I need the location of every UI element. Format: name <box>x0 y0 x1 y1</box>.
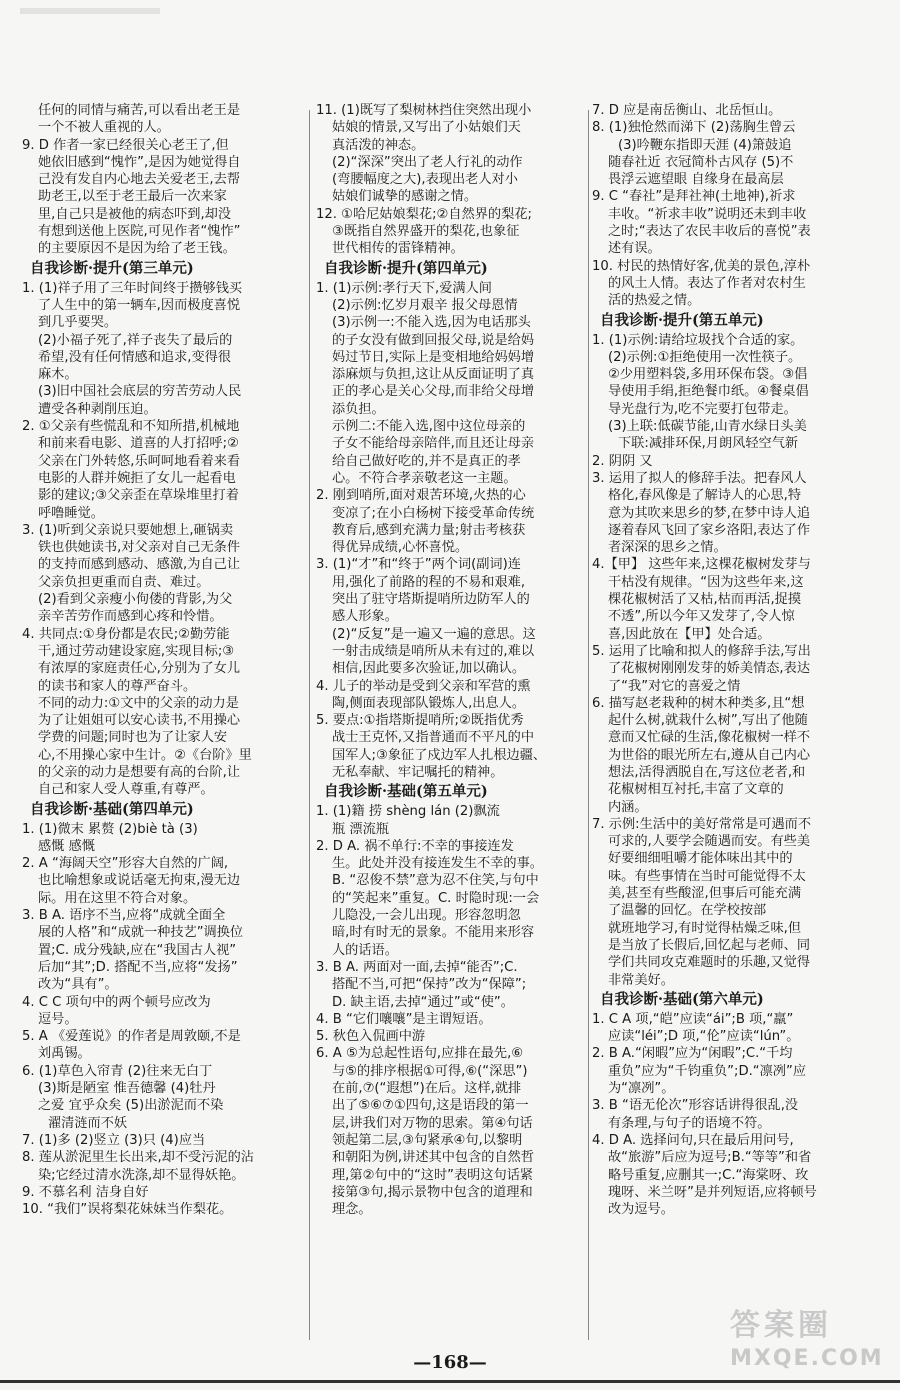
answer-line: 活的热爱之情。 <box>608 293 701 309</box>
answer-line: 干,通过劳动建设家庭,实现目标;③ <box>38 643 235 659</box>
answer-line: 喜,因此放在【甲】处合适。 <box>608 626 771 642</box>
answer-line: 瑰呀、米兰呀”是并列短语,应将顿号 <box>608 1184 817 1200</box>
answer-line: 为“凛冽”。 <box>608 1081 675 1097</box>
answer-line: 故“旅游”后应为逗号;B.“等等”和省 <box>608 1150 812 1166</box>
answer-line: (2)“深深”突出了老人行礼的动作 <box>332 154 523 170</box>
answer-line: 姑娘们诚挚的感谢之情。 <box>332 189 478 205</box>
answer-line: 随春社近 衣冠简朴古风存 (5)不 <box>608 154 794 170</box>
answer-line: 9. C “春社”是拜社神(土地神),祈求 <box>592 189 796 205</box>
answer-line: 任何的同情与痛苦,可以看出老王是 <box>38 103 241 118</box>
answer-line: 4. D A. 选择问句,只在最后用问号, <box>592 1132 794 1148</box>
answer-line: 非常美好。 <box>608 972 674 988</box>
answer-line: 4. 儿子的举动是受到父亲和军营的熏 <box>316 678 531 694</box>
answer-line: 父亲在门外转悠,乐呵呵地看着来看 <box>38 453 241 469</box>
watermark-text: 答案圈 <box>730 1308 832 1343</box>
answer-line: 格化,春风像是了解诗人的心思,特 <box>608 488 802 504</box>
answer-line: 有想到送他上医院,可见作者“愧怍” <box>38 224 241 240</box>
answer-line: 3. (1)“才”和“终于”两个词(副词)连 <box>316 557 521 573</box>
answer-line: 是当放了长假后,回忆起与老师、同 <box>608 937 811 953</box>
answer-line: 5. 秋色入侃画中游 <box>316 1029 426 1045</box>
answer-line: 2. A “海阔天空”形容大自然的广阔, <box>22 856 229 872</box>
answer-line: (2)小福子死了,祥子丧失了最后的 <box>38 332 233 348</box>
answer-line: 2. D A. 祸不单行:不幸的事接连发 <box>316 838 514 854</box>
answer-line: 1. C A 项,“皑”应读“ái”;B 项,“羸” <box>592 1011 794 1027</box>
answer-line: 与⑤的排序根据①可得,⑥(“深思”) <box>332 1063 528 1079</box>
answer-line: 领起第二层,③句紧承④句,以黎明 <box>332 1132 523 1148</box>
answer-line: 2. 刚到哨所,面对艰苦环境,火热的心 <box>316 488 526 504</box>
answer-line: 可求的,人要学会随遇而安。有些美 <box>608 834 811 850</box>
answer-line: 改为“具有”。 <box>38 977 118 993</box>
answer-line: 4. C C 项句中的两个顿号应改为 <box>22 994 211 1010</box>
answer-line: 铁也供她读书,对父亲对自己无条件 <box>38 540 241 556</box>
answer-line: 3. B A. 两面对一面,去掉“能否”;C. <box>316 959 518 975</box>
answer-line: (2)示例:忆岁月艰辛 报父母恩情 <box>332 297 518 313</box>
answer-line: 略号重复,应删其一;C.“海棠呀、玫 <box>608 1167 809 1183</box>
answer-line: 1. (1)示例:孝行天下,爱满人间 <box>316 280 492 296</box>
answer-line: 理念。 <box>332 1202 372 1218</box>
answer-line: (3)示例一:不能入选,因为电话那头 <box>332 315 531 331</box>
page-number: —168— <box>413 1352 487 1373</box>
answer-line: 和前来看电影、道喜的人打招呼;② <box>38 436 239 452</box>
answer-line: 丰收。“祈求丰收”说明还未到丰收 <box>608 206 807 222</box>
answer-line: 10. “我们”误将梨花妹妹当作梨花。 <box>22 1202 233 1218</box>
answer-line: 3. 运用了拟人的修辞手法。把春风人 <box>592 470 807 486</box>
answer-line: (弯腰幅度之大),表现出老人对小 <box>332 172 518 188</box>
section-heading: 自我诊断·基础(第五单元) <box>324 783 488 801</box>
answer-line: 心,不用操心家中生计。②《台阶》里 <box>38 747 252 763</box>
answer-line: 意而又忙碌的生活,像花椒树一样不 <box>608 730 811 746</box>
answer-line: 亲辛苦劳作而感到心疼和怜惜。 <box>38 609 223 625</box>
answer-line: 7. 示例:生活中的美好常常是可遇而不 <box>592 816 812 832</box>
answer-line: 出了⑤⑥⑦①四句,这是语段的第一 <box>332 1098 529 1114</box>
answer-line: 用,强化了前路的程的不易和艰难, <box>332 574 526 590</box>
answer-line: 了花椒树刚刚发芽的娇美情态,表达 <box>608 661 811 677</box>
answer-line: 她依旧感到“愧怍”,是因为她觉得自 <box>38 154 241 170</box>
answer-line: (2)看到父亲瘦小佝偻的背影,为父 <box>38 592 233 608</box>
answer-line: 的主要原因不是因为给了老王钱。 <box>38 241 236 257</box>
column-left <box>22 102 304 1352</box>
answer-line: 父亲负担更重而自责、难过。 <box>38 574 210 590</box>
answer-line: 生。此处并没有接连发生不幸的事。 <box>332 856 543 872</box>
answer-line: 导使用手绢,拒绝餐巾纸。④餐桌倡 <box>608 384 809 400</box>
answer-line: 妈过节日,实际上是变相地给妈妈增 <box>332 349 535 365</box>
answer-line: 染;它经过清水洗涤,却不显得妖艳。 <box>38 1167 245 1183</box>
column-divider <box>588 110 589 1340</box>
answer-line: 有条理,与句子的语境不符。 <box>608 1115 771 1131</box>
answer-line: 一射击成绩是哨所从未有过的,难以 <box>332 643 535 659</box>
answer-line: 1. (1)祥子用了三年时间终于攒够钱买 <box>22 280 243 296</box>
column-middle <box>316 102 584 1352</box>
answer-line: (3)上联:低碳节能,山青水绿日头美 <box>608 419 807 435</box>
answer-line: 畏浮云遮望眼 自缘身在最高层 <box>608 172 784 188</box>
answer-line: 暗,时有时无的景象。不能用来形容 <box>332 925 535 941</box>
answer-line: 3. B “语无伦次”形容话讲得很乱,没 <box>592 1098 799 1114</box>
answer-line: 2. 阴阴 又 <box>592 453 653 469</box>
answer-line: 4. B “它们嚷嚷”是主谓短语。 <box>316 1011 492 1027</box>
answer-line: 助老王,以至于老王最后一次来家 <box>38 189 227 205</box>
answer-line: 战士王克怀,又指普通而不平凡的中 <box>332 730 535 746</box>
answer-line: 后加“其”;D. 搭配不当,应将“发扬” <box>38 959 238 975</box>
answer-line: 教育后,感到充满力量;射击考核获 <box>332 522 526 538</box>
answer-line: 述有误。 <box>608 241 661 257</box>
answer-line: 希望,没有任何情感和追求,变得很 <box>38 349 232 365</box>
section-heading: 自我诊断·提升(第四单元) <box>324 259 488 277</box>
answer-line: 国军人;③象征了戍边军人扎根边疆、 <box>332 747 547 763</box>
answer-line: 就班地学习,有时觉得枯燥乏味,但 <box>608 920 802 936</box>
answer-line: 不透”,所以今年又发芽了,令人惊 <box>608 609 795 625</box>
answer-line: 人的话语。 <box>332 942 398 958</box>
answer-line: 相信,因此要多次验证,加以确认。 <box>332 661 526 677</box>
answer-line: 层,讲我们对万物的思索。第④句话 <box>332 1115 533 1131</box>
answer-line: 8. (1)独怆然而涕下 (2)荡胸生曾云 <box>592 120 796 136</box>
answer-line: 添负担。 <box>332 401 385 417</box>
answer-line: 濯清涟而不妖 <box>48 1115 128 1131</box>
answer-line: (2)“反复”是一遍又一遍的意思。这 <box>332 626 536 642</box>
answer-line: ③既指自然界盛开的梨花,也象征 <box>332 224 520 240</box>
answer-line: 感人形象。 <box>332 609 398 625</box>
answer-line: 导光盘行为,吃不完要打包带走。 <box>608 401 797 417</box>
answer-line: 者深深的思乡之情。 <box>608 540 727 556</box>
answer-line: 心。不符合孝亲敬老这一主题。 <box>332 470 517 486</box>
answer-line: 示例二:不能入选,图中这位母亲的 <box>332 419 526 435</box>
answer-line: 无私奉献、牢记嘱托的精神。 <box>332 764 504 780</box>
answer-line: 添麻烦与负担,这让从反面证明了真 <box>332 367 535 383</box>
answer-line: 好要细细咀嚼才能体味出其中的 <box>608 851 793 867</box>
answer-line: 学们共同攻克难题时的乐趣,又觉得 <box>608 955 811 971</box>
answer-line: 6. (1)草色入帘青 (2)往来无白丁 <box>22 1063 213 1079</box>
answer-line: 自己和家人受人尊重,有尊严。 <box>38 782 214 798</box>
answer-line: 9. D 作者一家已经很关心老王了,但 <box>22 137 229 153</box>
answer-line: 想法,活得洒脱自在,写这位老者,和 <box>608 764 806 780</box>
answer-line: 改为逗号。 <box>608 1202 674 1218</box>
answer-line: 子女不能给母亲陪伴,而且还让母亲 <box>332 436 535 452</box>
answer-line: 棵花椒树活了又枯,枯而再活,捉摸 <box>608 592 802 608</box>
section-heading: 自我诊断·提升(第三单元) <box>30 259 194 277</box>
answer-line: ②少用塑料袋,多用环保布袋。③倡 <box>608 367 808 383</box>
answer-line: (2)示例:①拒绝使用一次性筷子。 <box>608 349 802 365</box>
answer-line: 影的建议;③父亲歪在草垛堆里打着 <box>38 488 239 504</box>
answer-line: 花椒树相互衬托,丰富了文章的 <box>608 782 784 798</box>
watermark-url: MXQE.COM <box>730 1346 884 1371</box>
answer-line: 遭受各种剥削压迫。 <box>38 401 157 417</box>
answer-line: 一个不被人重视的人。 <box>38 120 170 136</box>
answer-line: 姑娘的情景,又写出了小姑娘们天 <box>332 120 521 136</box>
answer-line: 的支持而感到感动、感激,为自己让 <box>38 557 241 573</box>
answer-line: 突出了驻守塔斯提哨所边防军人的 <box>332 592 530 608</box>
section-heading: 自我诊断·基础(第六单元) <box>600 990 764 1008</box>
column-right <box>592 102 882 1352</box>
answer-line: 1. (1)籍 捞 shèng lán (2)飘流 <box>316 804 500 820</box>
answer-line: 呼噜睡觉。 <box>38 505 104 521</box>
answer-line: 给自己做好吃的,并不是真正的孝 <box>332 453 521 469</box>
answer-line: B. “忍俊不禁”意为忍不住笑,与句中 <box>332 873 539 889</box>
answer-line: 瓶 漂流瓶 <box>332 821 389 837</box>
answer-line: 5. 运用了比喻和拟人的修辞手法,写出 <box>592 643 811 659</box>
answer-line: 应读“léi”;D 项,“伦”应读“lún”。 <box>608 1029 800 1045</box>
answer-line: 在前,⑦(“遐想”)在后。这样,就排 <box>332 1081 522 1097</box>
answer-line: 逗号。 <box>38 1011 78 1027</box>
answer-line: 世代相传的雷锋精神。 <box>332 241 464 257</box>
answer-line: 麻木。 <box>38 367 78 383</box>
answer-line: 的“笑起来”重复。C. 时隐时现:一会 <box>332 890 540 906</box>
answer-line: 9. 不慕名利 洁身自好 <box>22 1184 149 1200</box>
answer-line: 起什么树,就栽什么树”,写出了他随 <box>608 713 808 729</box>
answer-line: 里,自己只是被他的病态吓到,却没 <box>38 206 232 222</box>
section-heading: 自我诊断·基础(第四单元) <box>30 800 194 818</box>
answer-line: 内涵。 <box>608 799 648 815</box>
answer-line: 真活泼的神态。 <box>332 137 425 153</box>
answer-line: 美,甚至有些酸涩,但事后可能充满 <box>608 886 802 902</box>
answer-line: 7. (1)多 (2)竖立 (3)只 (4)应当 <box>22 1132 206 1148</box>
answer-line: 得优异成绩,心怀喜悦。 <box>332 540 469 556</box>
answer-line: 的风土人情。表达了作者对农村生 <box>608 275 806 291</box>
answer-line: 了人生中的第一辆车,因而极度喜悦 <box>38 297 241 313</box>
top-mark <box>20 8 160 14</box>
answer-line: 感慨 感慨 <box>38 838 95 854</box>
answer-line: 4.【甲】 这些年来,这棵花椒树发芽与 <box>592 557 811 573</box>
answer-line: (3)斯是陋室 惟吾德馨 (4)牡丹 <box>38 1081 216 1097</box>
answer-line: 干枯没有规律。“因为这些年来,这 <box>608 574 804 590</box>
answer-line: (3)吟鞭东指即天涯 (4)箫鼓追 <box>618 137 792 153</box>
answer-line: 的子女没有做到回报父母,说是给妈 <box>332 332 535 348</box>
answer-line: 10. 村民的热情好客,优美的景色,淳朴 <box>592 258 811 274</box>
answer-line: 意为其吹来思乡的梦,在梦中诗人追 <box>608 505 811 521</box>
answer-line: 下联:减排环保,月朗风轻空气新 <box>618 436 799 452</box>
answer-line: 2. ①父亲有些慌乱和不知所措,机械地 <box>22 419 240 435</box>
answer-line: 的读书和家人的尊严奋斗。 <box>38 678 197 694</box>
answer-line: 际。用在这里不符合对象。 <box>38 890 197 906</box>
answer-line: 为世俗的眼光所左右,遵从自己内心 <box>608 747 811 763</box>
answer-line: 2. B A.“闲暇”应为“闲暇”;C.“千均 <box>592 1046 793 1062</box>
answer-line: 为了让姐姐可以安心读书,不用操心 <box>38 713 241 729</box>
answer-line: 儿隐没,一会儿出现。形容忽明忽 <box>332 908 521 924</box>
answer-line: 也比喻想象或说话毫无拘束,漫无边 <box>38 873 241 889</box>
answer-line: 12. ①哈尼姑娘梨花;②自然界的梨花; <box>316 206 532 222</box>
answer-line: 5. A 《爱莲说》的作者是周敦颐,不是 <box>22 1029 241 1045</box>
answer-line: 了温馨的回忆。在学校按部 <box>608 903 767 919</box>
answer-line: 重负”应为“千钧重负”;D.“凛冽”应 <box>608 1063 807 1079</box>
answer-line: 正的孝心是关心父母,而非给父母增 <box>332 384 535 400</box>
answer-line: 3. (1)听到父亲说只要她想上,砸锅卖 <box>22 522 234 538</box>
answer-line: 1. (1)微末 累赘 (2)biè tà (3) <box>22 821 198 837</box>
answer-line: D. 缺主语,去掉“通过”或“使”。 <box>332 994 514 1010</box>
answer-line: 变凉了;在小白杨树下接受革命传统 <box>332 505 535 521</box>
answer-line: 己没有发自内心地去关爱老王,去帮 <box>38 172 241 188</box>
answer-line: 有浓厚的家庭责任心,分别为了女儿 <box>38 661 241 677</box>
answer-line: (3)旧中国社会底层的穷苦劳动人民 <box>38 384 242 400</box>
answer-line: 11. (1)既写了梨树林挡住突然出现小 <box>316 103 532 118</box>
answer-line: 4. 共同点:①身份都是农民;②勤劳能 <box>22 626 230 642</box>
answer-line: 和朝阳为例,讲述其中包含的自然哲 <box>332 1150 535 1166</box>
answer-line: 陶,侧面表现部队锻炼人,出息人。 <box>332 695 526 711</box>
answer-line: 之爱 宜乎众矣 (5)出淤泥而不染 <box>38 1098 224 1114</box>
answer-line: 3. B A. 语序不当,应将“成就全面全 <box>22 908 226 924</box>
answer-line: 5. 要点:①指塔斯提哨所;②既指优秀 <box>316 713 524 729</box>
watermark-logo <box>730 1300 895 1385</box>
answer-line: 置;C. 成分残缺,应在“我国古人视” <box>38 942 237 958</box>
column-divider <box>309 110 310 1340</box>
answer-line: 的父亲的动力是想要有高的台阶,让 <box>38 764 241 780</box>
answer-line: 味。有些事情在当时可能觉得不太 <box>608 868 806 884</box>
answer-line: 逐着春风飞回了家乡洛阳,表达了作 <box>608 522 811 538</box>
answer-line: 之时;“表达了农民丰收后的喜悦”表 <box>608 224 811 240</box>
answer-line: 了“我”对它的喜爱之情 <box>608 678 741 694</box>
answer-line: 搭配不当,可把“保持”改为“保障”; <box>332 977 527 993</box>
answer-line: 8. 莲从淤泥里生长出来,却不受污泥的沾 <box>22 1150 254 1166</box>
answer-line: 6. A ⑤为总起性语句,应排在最先,⑥ <box>316 1046 524 1062</box>
answer-line: 接第③句,揭示景物中包含的道理和 <box>332 1184 533 1200</box>
answer-line: 电影的人群并婉拒了女儿一起看电 <box>38 470 236 486</box>
answer-line: 1. (1)示例:请给垃圾找个合适的家。 <box>592 332 804 348</box>
section-heading: 自我诊断·提升(第五单元) <box>600 311 764 329</box>
answer-line: 到几乎要哭。 <box>38 315 118 331</box>
answer-line: 6. 描写赵老栽种的树木种类多,且“想 <box>592 695 805 711</box>
answer-line: 学费的问题;同时也为了让家人安 <box>38 730 228 746</box>
answer-line: 刘禹锡。 <box>38 1046 91 1062</box>
answer-line: 不同的动力:①文中的父亲的动力是 <box>38 695 239 711</box>
answer-line: 展的人格”和“成就一种技艺”调换位 <box>38 925 244 941</box>
answer-line: 理,第②句中的“这时”表明这句话紧 <box>332 1167 534 1183</box>
answer-line: 7. D 应是南岳衡山、北岳恒山。 <box>592 103 782 118</box>
